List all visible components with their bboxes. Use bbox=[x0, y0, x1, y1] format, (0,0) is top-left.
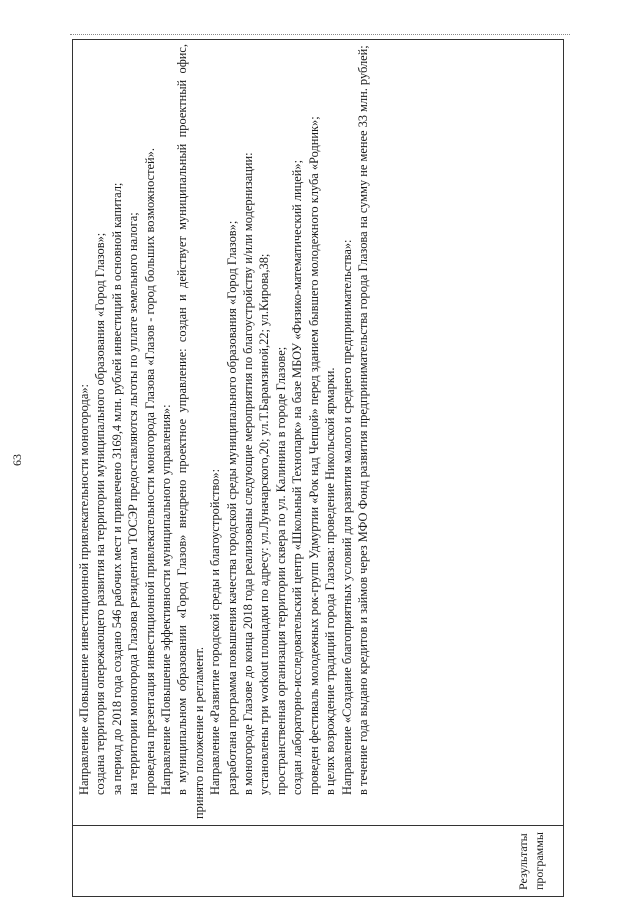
program-results-table bbox=[72, 39, 564, 897]
paragraph: за период до 2018 года создано 546 рабочих мест и привлечено 3169,4 млн. рублей инвестиций в основной капитал; bbox=[109, 182, 124, 795]
paragraph: Направление «Развитие городской среды и благоустройство»: bbox=[208, 468, 223, 795]
paragraph: пространственная организация территории сквера по ул. Калинина в городе Глазове; bbox=[273, 346, 288, 795]
paragraph: Направление «Повышение инвестиционной привлекательности моногорода»: bbox=[77, 384, 91, 795]
paragraph: проведен фестиваль молодежных рок-групп Удмуртии «Рок над Чепцой» перед зданием бывшего молодежного клуба «Родник»; bbox=[306, 116, 321, 795]
scan-margin-line bbox=[70, 33, 570, 35]
paragraph: в целях возрождение традиций города Глазова: проведение Никольской ярмарки. bbox=[323, 367, 338, 795]
row-content-cell bbox=[73, 40, 564, 826]
row-label: Результаты программы bbox=[516, 832, 546, 890]
paragraph: создан лабораторно-исследовательский центр «Школьный Технопарк» на базе МБОУ «Физико-математический лицей»; bbox=[290, 159, 305, 795]
table-row bbox=[73, 40, 564, 897]
paragraph: в муниципальном образовании «Город Глазов» внедрено проектное управление: создан и действует муниципальный проектный офис, принято положение и регламент. bbox=[175, 44, 206, 819]
paragraph: на территории моногорода Глазова резидентам ТОСЭР предоставляются льготы по уплате земельного налога; bbox=[126, 212, 141, 795]
paragraph: проведена презентация инвестиционной привлекательности моногорода Глазова «Глазов - город больших возможностей». bbox=[142, 148, 157, 795]
paragraph: установлены три workout площадки по адресу: ул.Луначарского,20; ул.Т.Барамзиной,22; ул.Кирова,38; bbox=[257, 253, 272, 795]
paragraph: в течение года выдано кредитов и займов через МФО Фонд развития предпринимательства города Глазова на сумму не менее 33 млн. рублей; bbox=[355, 45, 370, 795]
page-number: 63 bbox=[10, 454, 24, 466]
row-label-cell bbox=[73, 826, 564, 897]
paragraph: в моногороде Глазове до конца 2018 года реализованы следующие мероприятия по благоустройству и/или модернизации: bbox=[241, 152, 256, 795]
paragraph: создана территория опережающего развития на территории муниципального образования «Город Глазов»; bbox=[93, 232, 108, 795]
paragraph: Направление «Повышение эффективности муниципального управления»: bbox=[159, 404, 174, 795]
paragraph: Направление «Создание благоприятных условий для развития малого и среднего предпринимательства»: bbox=[339, 239, 354, 795]
paragraph: разработана программа повышения качества городской среды муниципального образования «Город Глазов»; bbox=[224, 220, 239, 795]
paragraph-list bbox=[76, 44, 371, 819]
